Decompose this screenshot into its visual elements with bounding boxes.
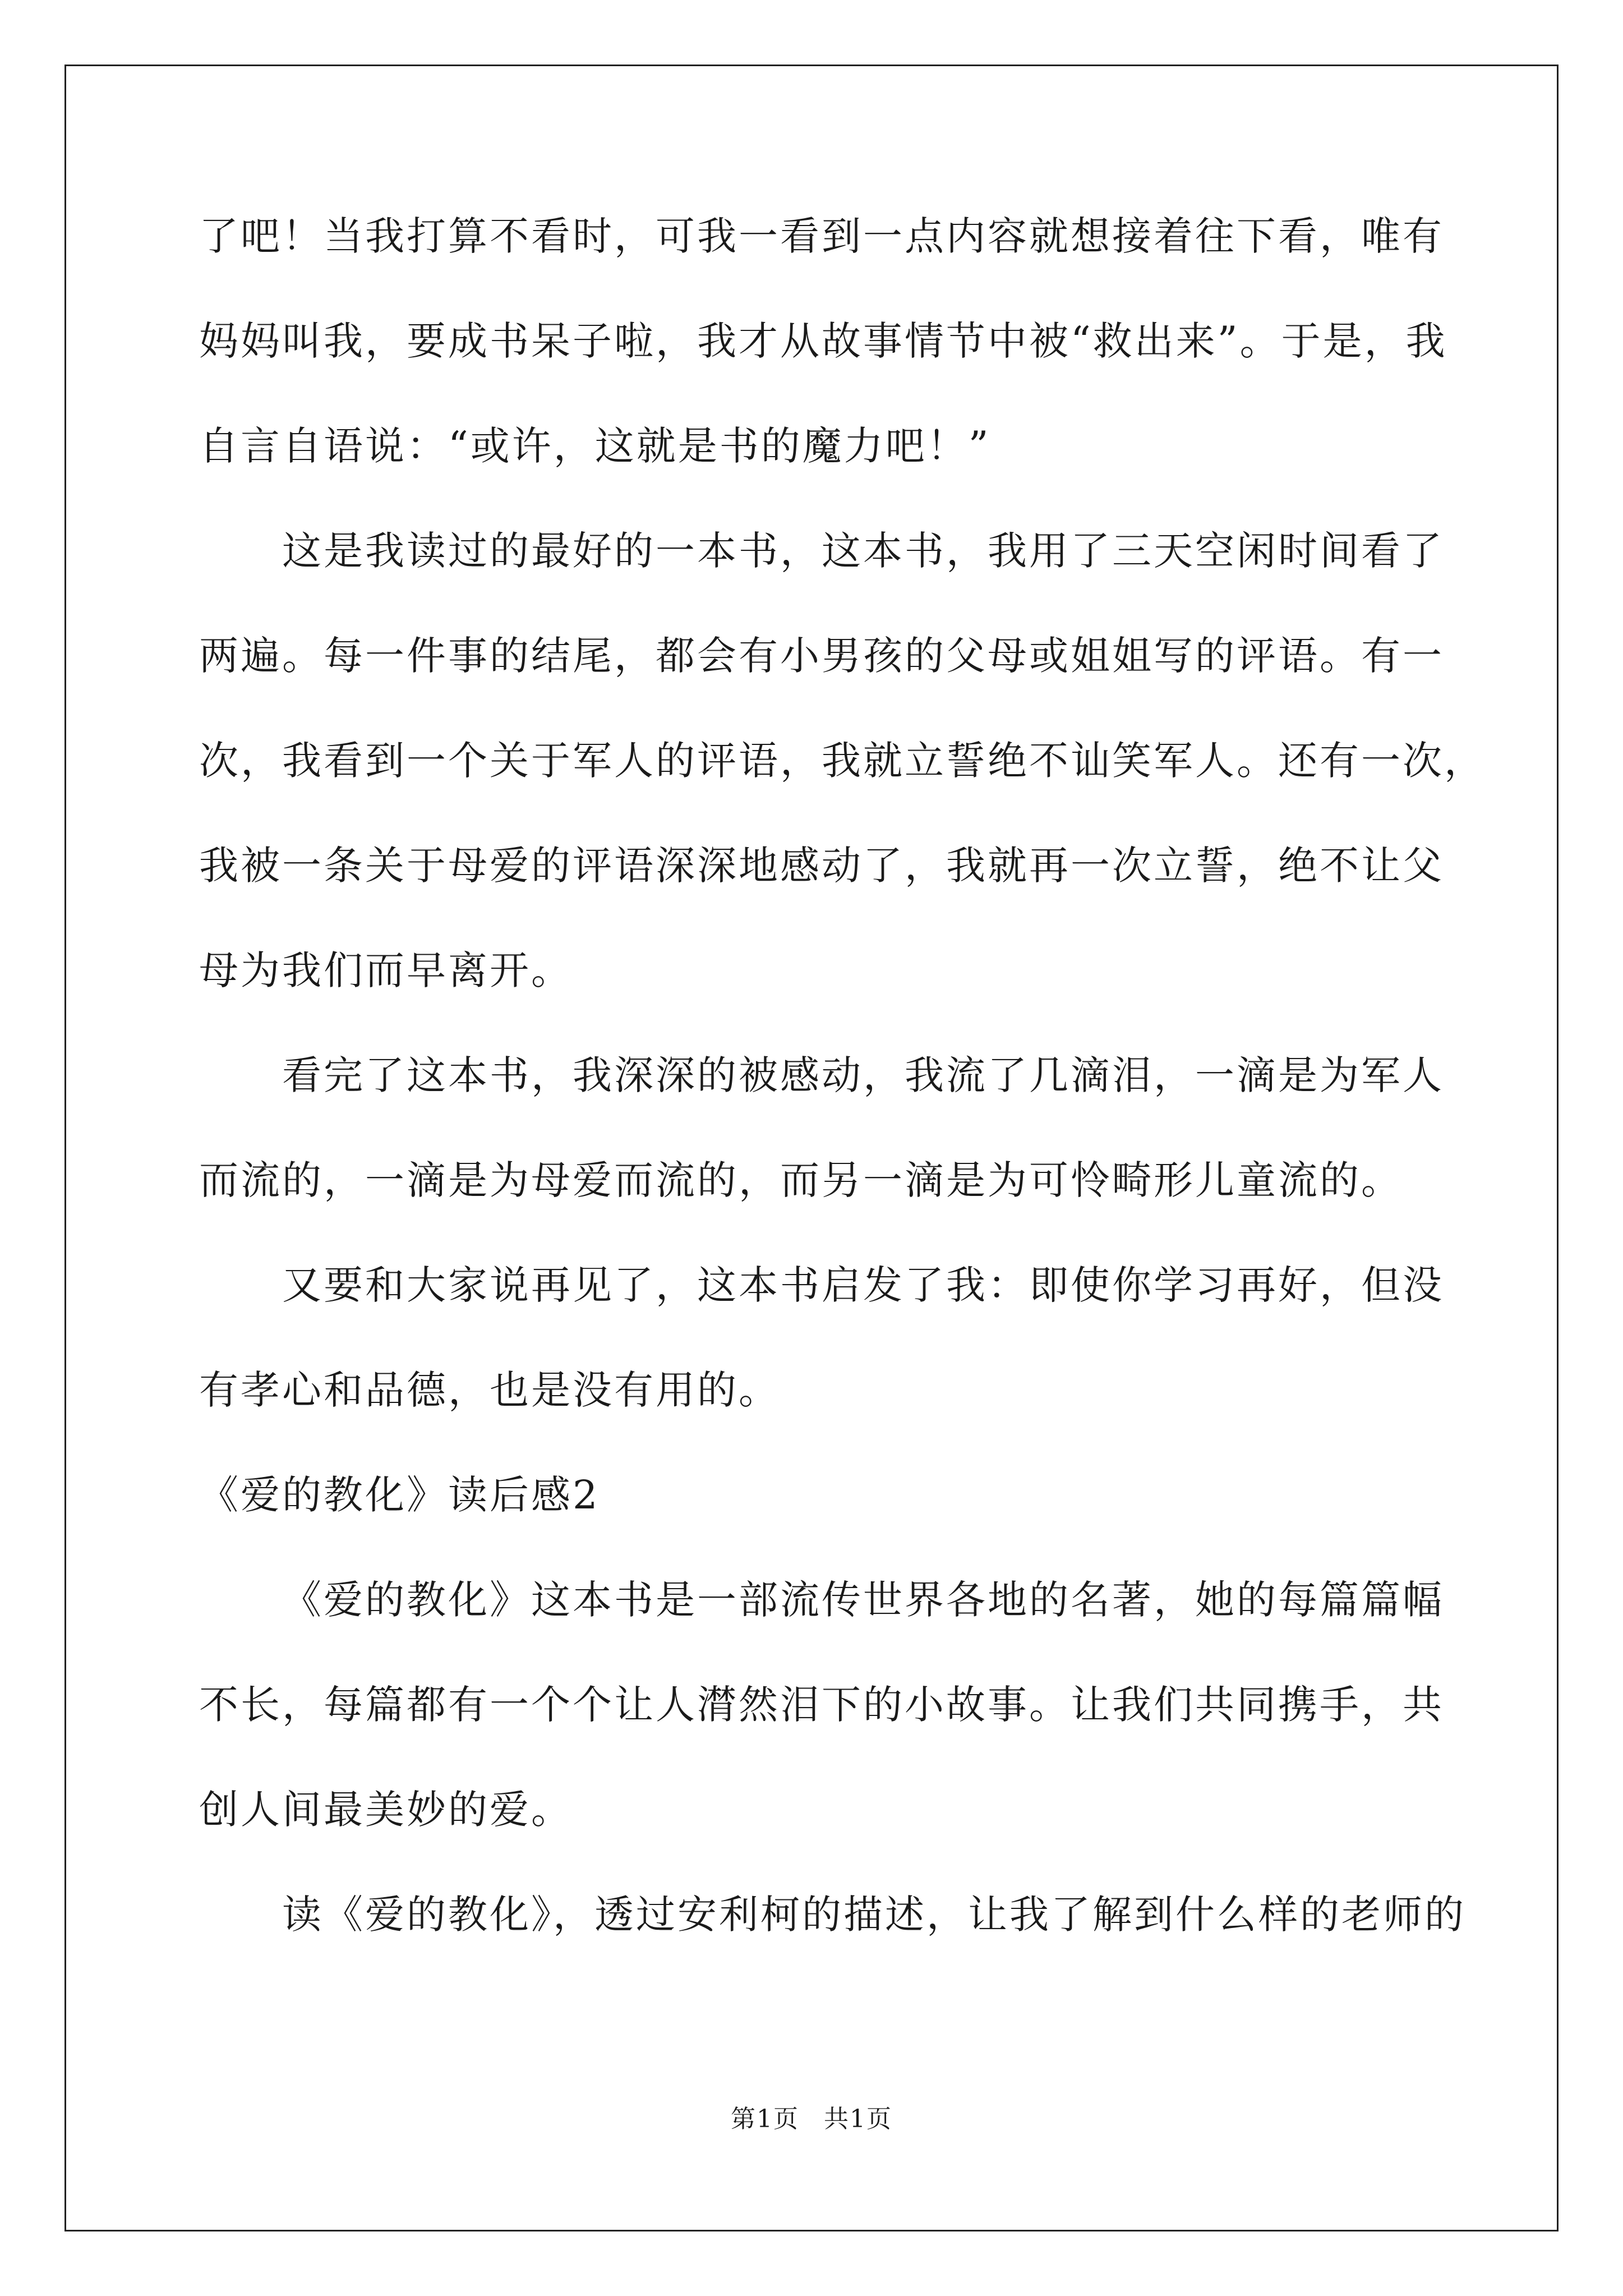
page-number: 第1页: [731, 2105, 799, 2133]
paragraph-line: 我被一条关于母爱的评语深深地感动了，我就再一次立誓，绝不让父: [199, 843, 1444, 889]
paragraph-line: 妈妈叫我，要成书呆子啦，我才从故事情节中被“救出来”。于是，我: [199, 318, 1447, 364]
paragraph-line: 读《爱的教化》，透过安利柯的描述，让我了解到什么样的老师的: [282, 1892, 1466, 1938]
paragraph-line: 看完了这本书，我深深的被感动，我流了几滴泪，一滴是为军人: [282, 1052, 1444, 1098]
section-heading: 《爱的教化》读后感2: [199, 1472, 600, 1518]
paragraph-line: 母为我们而早离开。: [199, 947, 573, 993]
paragraph-line: 《爱的教化》这本书是一部流传世界各地的名著，她的每篇篇幅: [282, 1577, 1444, 1623]
paragraph-line: 这是我读过的最好的一本书，这本书，我用了三天空闲时间看了: [282, 528, 1444, 574]
paragraph-line: 而流的，一滴是为母爱而流的，而另一滴是为可怜畸形儿童流的。: [199, 1157, 1403, 1203]
paragraph-line: 了吧！当我打算不看时，可我一看到一点内容就想接着往下看，唯有: [199, 213, 1444, 259]
paragraph-line: 两遍。每一件事的结尾，都会有小男孩的父母或姐姐写的评语。有一: [199, 633, 1444, 679]
paragraph-line: 次，我看到一个关于军人的评语，我就立誓绝不讪笑军人。还有一次，: [199, 738, 1486, 784]
paragraph-line: 有孝心和品德，也是没有用的。: [199, 1367, 780, 1413]
paragraph-line: 自言自语说：“或许，这就是书的魔力吧！”: [199, 423, 991, 469]
paragraph-line: 创人间最美妙的爱。: [199, 1787, 573, 1833]
paragraph-line: 不长，每篇都有一个个让人潸然泪下的小故事。让我们共同携手，共: [199, 1682, 1444, 1728]
page-total: 共1页: [824, 2105, 892, 2133]
paragraph-line: 又要和大家说再见了，这本书启发了我：即使你学习再好，但没: [282, 1262, 1444, 1308]
page-footer: [0, 2104, 1623, 2135]
